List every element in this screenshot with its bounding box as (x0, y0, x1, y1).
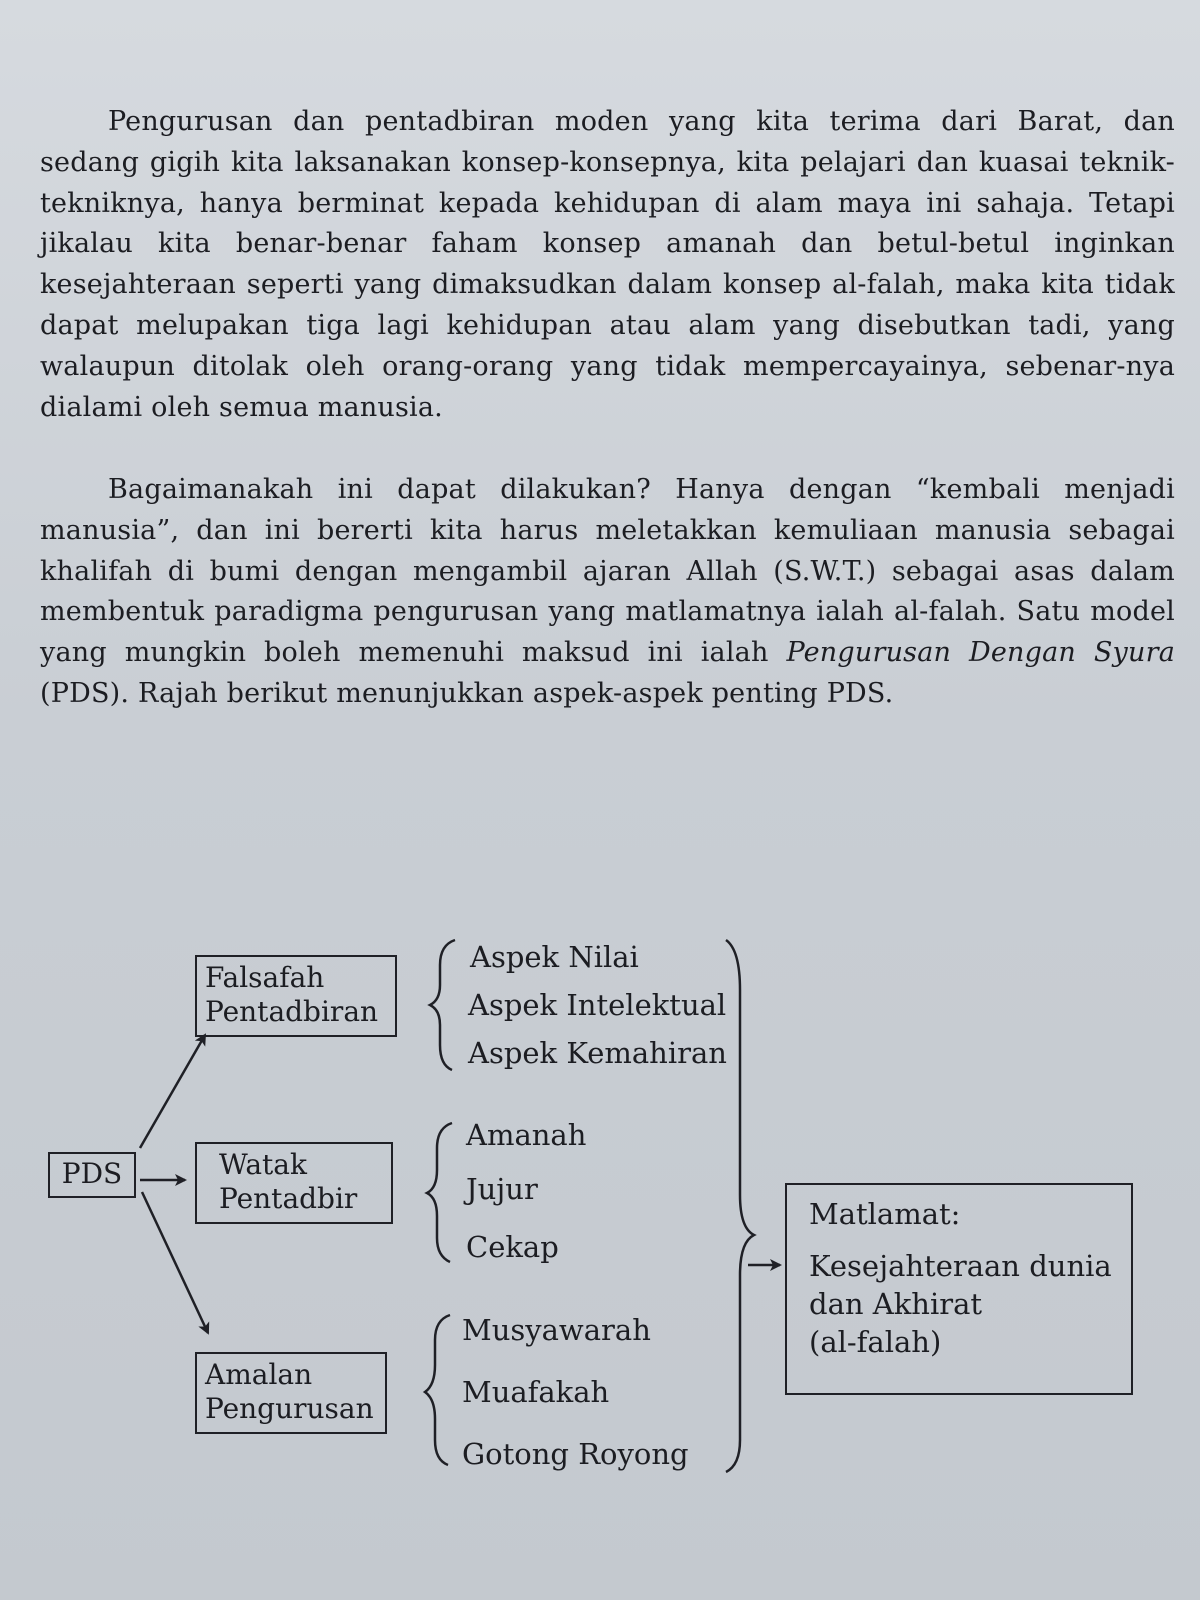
paragraph-2-text: Bagaimanakah ini dapat dilakukan? Hanya dengan “kembali menjadi manusia”, dan ini bererti kita harus meletakkan kemuliaan manusia sebagai khalifah di bumi dengan mengambil ajaran Allah (S.W.T.) sebagai asas dalam membentuk paradigma pengurusan yang matlamatnya ialah al-falah. Satu model yang mungkin boleh memenuhi maksud ini ialah (40, 474, 1175, 669)
aspect-item: Aspek Kemahiran (468, 1036, 727, 1070)
watak-pentadbir-box (195, 1142, 393, 1224)
pentadbiran-label: Pentadbiran (205, 995, 379, 1028)
goal-line-3: (al-falah) (809, 1325, 942, 1359)
trait-item: Jujur (466, 1172, 538, 1206)
falsafah-pentadbiran-box (195, 955, 397, 1037)
big-right-brace (726, 940, 754, 1472)
pds-label: PDS (61, 1157, 123, 1190)
goal-line-2: dan Akhirat (809, 1287, 983, 1321)
pds-box (48, 1152, 136, 1198)
paragraph-1-text: Pengurusan dan pentadbiran moden yang kita terima dari Barat, dan sedang gigih kita laksanakan konsep-konsepnya, kita pelajari dan kuasai teknik-tekniknya, hanya berminat kepada kehidupan di alam maya ini sahaja. Tetapi jikalau kita benar-benar faham konsep amanah dan betul-betul inginkan kesejahteraan seperti yang dimaksudkan dalam konsep al-falah, maka kita tidak dapat melupakan tiga lagi kehidupan atau alam yang disebutkan tadi, yang walaupun ditolak oleh orang-orang yang tidak mempercayainya, sebenar-nya dialami oleh semua manusia. (40, 106, 1175, 423)
aspect-item: Aspek Intelektual (468, 988, 727, 1022)
amalan-pengurusan-box (195, 1352, 387, 1434)
brace-1 (430, 940, 455, 1070)
paragraph-2-italic-term: Pengurusan Dengan Syura (786, 637, 1175, 669)
paragraph-2-end: (PDS). Rajah berikut menunjukkan aspek-aspek penting PDS. (40, 677, 894, 709)
goal-box (785, 1183, 1133, 1395)
arrow-to-falsafah (140, 1035, 205, 1148)
brace-2 (427, 1123, 452, 1262)
falsafah-label: Falsafah (205, 961, 325, 994)
goal-line-1: Kesejahteraan dunia (809, 1249, 1112, 1283)
trait-item: Amanah (466, 1118, 587, 1152)
practice-item: Gotong Royong (462, 1437, 689, 1471)
watak-label: Watak (219, 1148, 307, 1181)
brace-3 (425, 1315, 450, 1465)
practice-item: Muafakah (462, 1375, 610, 1409)
aspect-item: Aspek Nilai (470, 940, 639, 974)
goal-label: Matlamat: (809, 1197, 961, 1231)
pengurusan-label: Pengurusan (205, 1392, 374, 1425)
amalan-label: Amalan (205, 1358, 313, 1391)
pentadbir-label: Pentadbir (219, 1182, 358, 1215)
practice-item: Musyawarah (462, 1313, 651, 1347)
trait-item: Cekap (466, 1230, 559, 1264)
